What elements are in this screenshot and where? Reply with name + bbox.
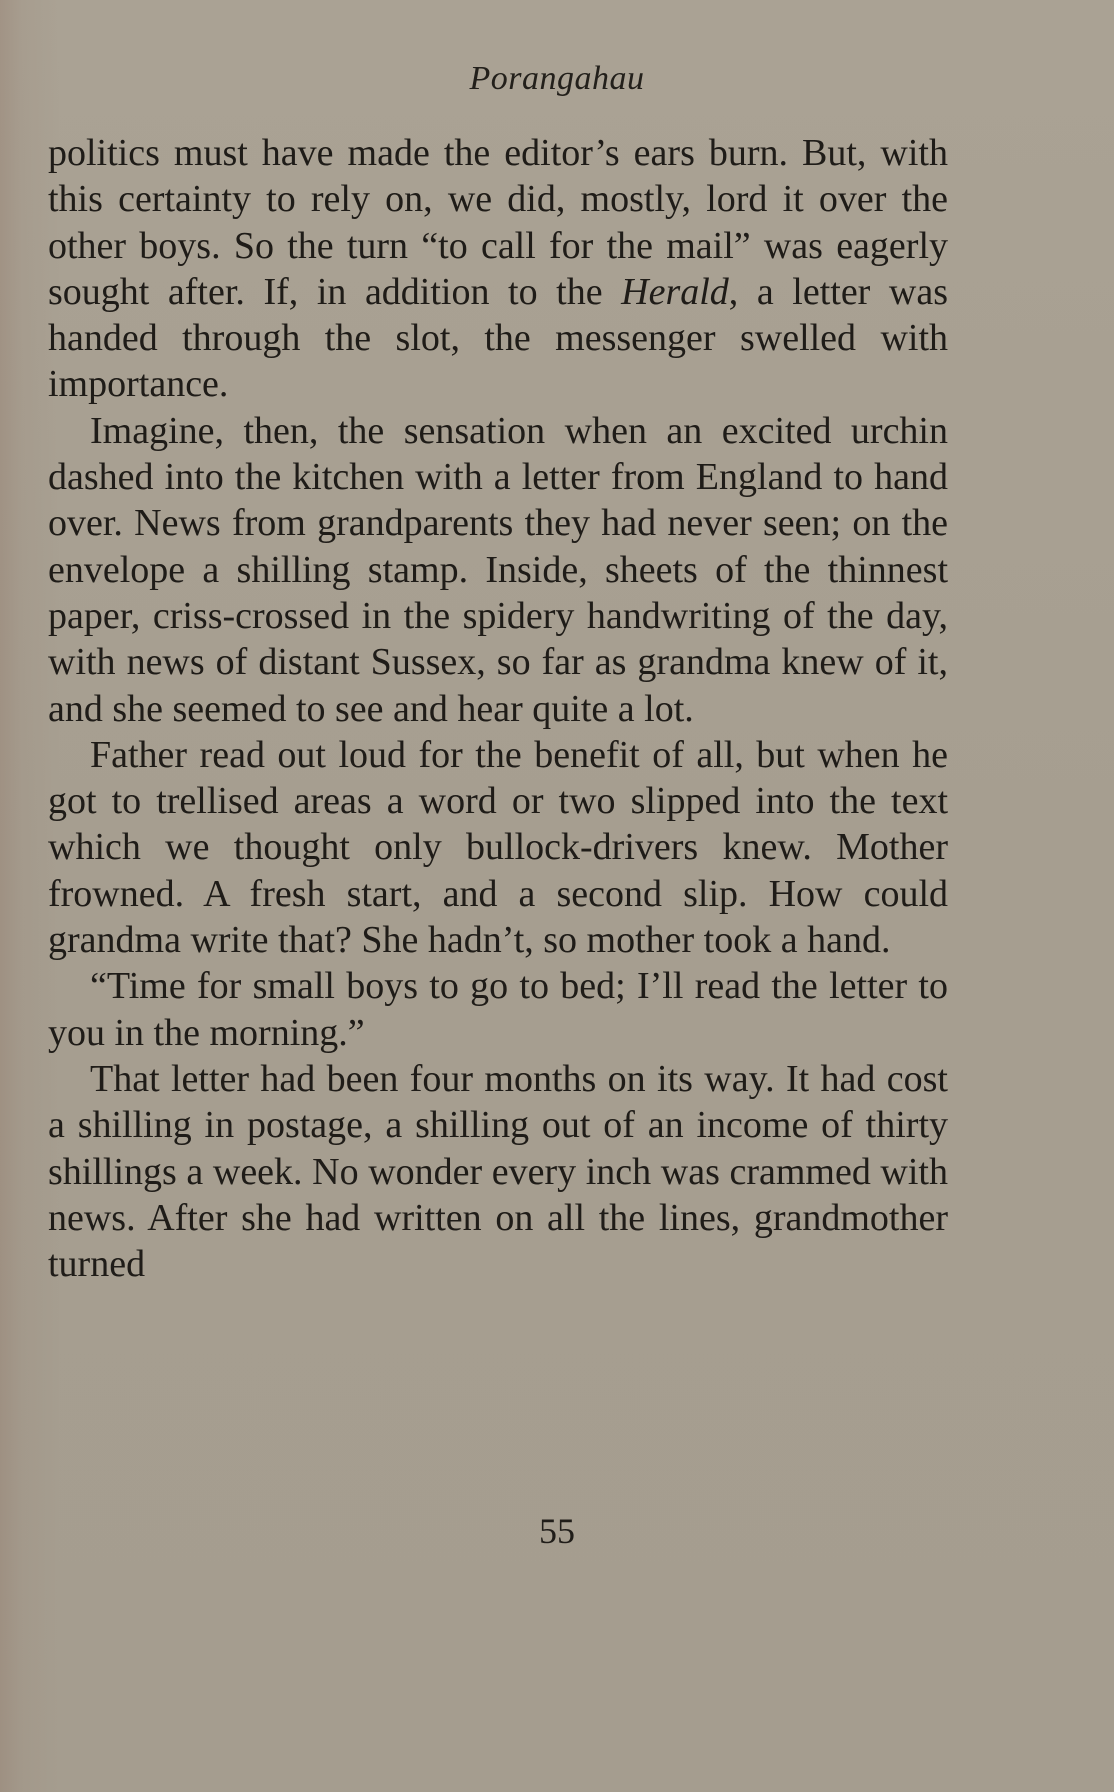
body-text: [48, 130, 948, 1287]
page-number: 55: [539, 1511, 575, 1551]
paragraph-3: Father read out loud for the benefit of all, but when he got to trellised areas a word or two slipped into the text which we thought only bullock-drivers knew. Mother frowned. A fresh start, and a second slip. How could grandma write that? She hadn’t, so mother took a hand.: [48, 733, 948, 962]
paragraph-5: That letter had been four months on its way. It had cost a shilling in postage, a shilling out of an income of thirty shillings a week. No wonder every inch was crammed with news. After she had written on all the lines, grandmother turned: [48, 1057, 948, 1286]
paragraph-1-italic-title: Herald: [621, 270, 729, 313]
running-head: Porangahau: [469, 60, 645, 97]
paragraph-4: “Time for small boys to go to bed; I’ll read the letter to you in the morning.”: [48, 965, 948, 1054]
paragraph-1-text-before: politics must have made the editor’s ears burn. But, with this certainty to rely on, we did, mostly, lord it over the other boys. So the turn “to call for the mail” was eagerly sought after. If, in addition to the: [48, 132, 948, 313]
paragraph-1: [48, 130, 948, 408]
paragraph-2: Imagine, then, the sensation when an excited urchin dashed into the kitchen with a letter from England to hand over. News from grandparents they had never seen; on the envelope a shilling stamp. Inside, sheets of the thinnest paper, criss-crossed in the spidery handwriting of the day, with news of distant Sussex, so far as grandma knew of it, and she seemed to see and hear quite a lot.: [48, 409, 948, 730]
paragraph-1-text-after: , a letter was handed through the slot, the messenger swelled with importance.: [48, 270, 948, 406]
